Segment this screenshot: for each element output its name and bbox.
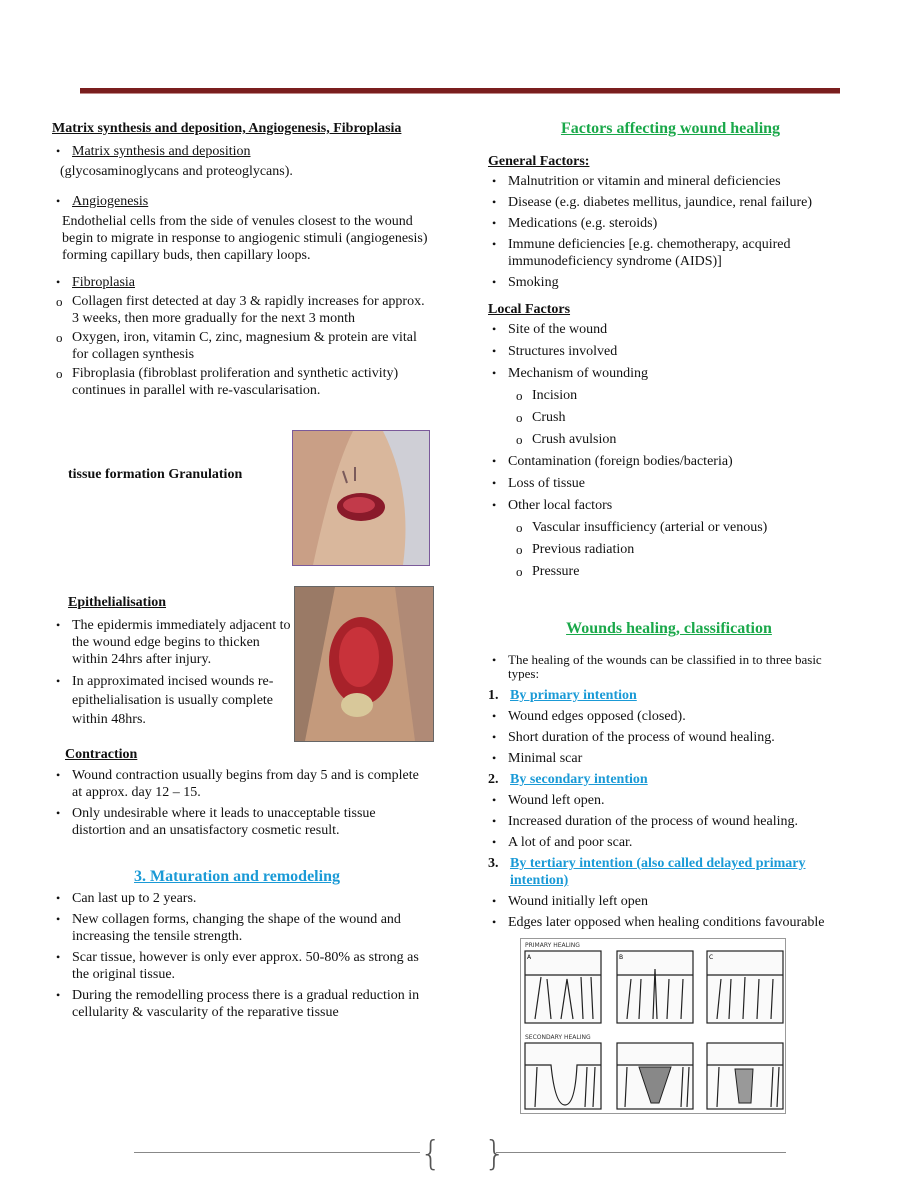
mechanism-item: o Crush <box>488 409 853 426</box>
epithelialisation-photo <box>294 586 434 742</box>
contraction-item: • Wound contraction usually begins from day 5 and is complete at approx. day 12 – 15. <box>52 767 432 801</box>
maturation-item: • New collagen forms, changing the shape of the wound and increasing the tensile strength. <box>52 911 437 945</box>
other-factor-item: o Pressure <box>488 563 853 580</box>
epithelialisation-item: • In approximated incised wounds re-epithelialisation is usually complete within 48hrs. <box>52 672 292 729</box>
tertiary-item: • Wound initially left open <box>488 893 850 910</box>
other-factor-item: o Previous radiation <box>488 541 853 558</box>
secondary-number: 2. <box>488 772 499 787</box>
local-factor-item: • Other local factors <box>488 497 853 514</box>
contraction-section <box>52 746 432 839</box>
mechanism-item: o Crush avulsion <box>488 431 853 448</box>
header-rule <box>80 88 840 94</box>
angiogenesis-text: Endothelial cells from the side of venules closest to the wound begin to migrate in response to angiogenic stimuli (angiogenesis) forming capillary buds, then capillary loops. <box>62 214 428 263</box>
primary-number: 1. <box>488 688 499 703</box>
footer-rule-left <box>134 1152 420 1153</box>
granulation-label: tissue formation Granulation <box>68 467 243 482</box>
primary-heading <box>488 687 850 704</box>
maturation-section <box>52 868 437 1021</box>
fibroplasia-item: o Collagen first detected at day 3 & rapidly increases for approx. 3 weeks, then more gradually for the next 3 month <box>52 293 432 327</box>
general-factor-item: • Smoking <box>488 274 853 291</box>
classification-section <box>488 620 850 931</box>
tertiary-heading <box>488 855 850 889</box>
maturation-title: 3. Maturation and remodeling <box>134 868 340 885</box>
footer-rule-right <box>496 1152 786 1153</box>
secondary-item: • Wound left open. <box>488 792 850 809</box>
primary-item: • Wound edges opposed (closed). <box>488 708 850 725</box>
maturation-item: • Can last up to 2 years. <box>52 890 437 907</box>
general-factor-item: • Immune deficiencies [e.g. chemotherapy, acquired immunodeficiency syndrome (AIDS)] <box>488 236 853 270</box>
primary-item: • Minimal scar <box>488 750 850 767</box>
factors-heading: Factors affecting wound healing <box>560 120 781 137</box>
other-factor-item: o Vascular insufficiency (arterial or venous) <box>488 519 853 536</box>
contraction-item: • Only undesirable where it leads to unacceptable tissue distortion and an unsatisfactory cosmetic result. <box>52 805 432 839</box>
secondary-heading <box>488 771 850 788</box>
local-factor-item: • Site of the wound <box>488 321 853 338</box>
primary-item: • Short duration of the process of wound healing. <box>488 729 850 746</box>
fibroplasia-item: o Oxygen, iron, vitamin C, zinc, magnesium & protein are vital for collagen synthesis <box>52 329 432 363</box>
secondary-link[interactable]: By secondary intention <box>510 772 648 787</box>
general-factor-item: • Malnutrition or vitamin and mineral deficiencies <box>488 173 853 190</box>
maturation-item: • During the remodelling process there is a gradual reduction in cellularity & vascularity of the reparative tissue <box>52 987 437 1021</box>
local-factor-item: • Structures involved <box>488 343 853 360</box>
contraction-title: Contraction <box>65 747 138 762</box>
local-factor-item: • Mechanism of wounding <box>488 365 853 382</box>
fibroplasia-title: • Fibroplasia <box>52 274 442 291</box>
primary-link[interactable]: By primary intention <box>510 688 637 703</box>
primary-healing-label: PRIMARY HEALING <box>525 942 580 949</box>
epithelialisation-item: • The epidermis immediately adjacent to the wound edge begins to thicken within 24hrs after injury. <box>52 617 292 668</box>
general-factors-title: General Factors: <box>488 154 590 169</box>
classification-heading: Wounds healing, classification <box>566 620 772 637</box>
epithelialisation-section <box>52 594 292 729</box>
tertiary-item: • Edges later opposed when healing conditions favourable <box>488 914 850 931</box>
maturation-item: • Scar tissue, however is only ever approx. 50-80% as strong as the original tissue. <box>52 949 437 983</box>
local-factor-item: • Contamination (foreign bodies/bacteria) <box>488 453 853 470</box>
matrix-text: (glycosaminoglycans and proteoglycans). <box>60 164 293 179</box>
panel-a-label: A <box>527 954 532 961</box>
classification-intro: • The healing of the wounds can be classified in to three basic types: <box>488 653 850 681</box>
general-factor-item: • Disease (e.g. diabetes mellitus, jaundice, renal failure) <box>488 194 853 211</box>
left-heading: Matrix synthesis and deposition, Angiogenesis, Fibroplasia <box>52 121 402 136</box>
tertiary-link[interactable]: By tertiary intention (also called delayed primary intention) <box>510 856 806 888</box>
panel-b-label: B <box>619 954 624 961</box>
footer-brace-right: } <box>484 1134 506 1174</box>
general-factor-item: • Medications (e.g. steroids) <box>488 215 853 232</box>
mechanism-item: o Incision <box>488 387 853 404</box>
right-column <box>488 120 853 580</box>
local-factor-item: • Loss of tissue <box>488 475 853 492</box>
fibroplasia-item: o Fibroplasia (fibroblast proliferation and synthetic activity) continues in parallel with re-vascularisation. <box>52 365 432 399</box>
epithelialisation-title: Epithelialisation <box>68 595 167 610</box>
granulation-photo <box>292 430 430 566</box>
panel-c-label: C <box>709 954 714 961</box>
angiogenesis-title: • Angiogenesis <box>52 193 442 210</box>
local-factors-title: Local Factors <box>488 302 571 317</box>
healing-diagram <box>520 938 786 1114</box>
secondary-item: • A lot of and poor scar. <box>488 834 850 851</box>
footer-brace-left: { <box>420 1134 442 1174</box>
secondary-item: • Increased duration of the process of wound healing. <box>488 813 850 830</box>
matrix-title: • Matrix synthesis and deposition <box>52 143 442 160</box>
left-column <box>52 120 442 399</box>
tertiary-number: 3. <box>488 856 499 871</box>
secondary-healing-label: SECONDARY HEALING <box>525 1034 591 1041</box>
